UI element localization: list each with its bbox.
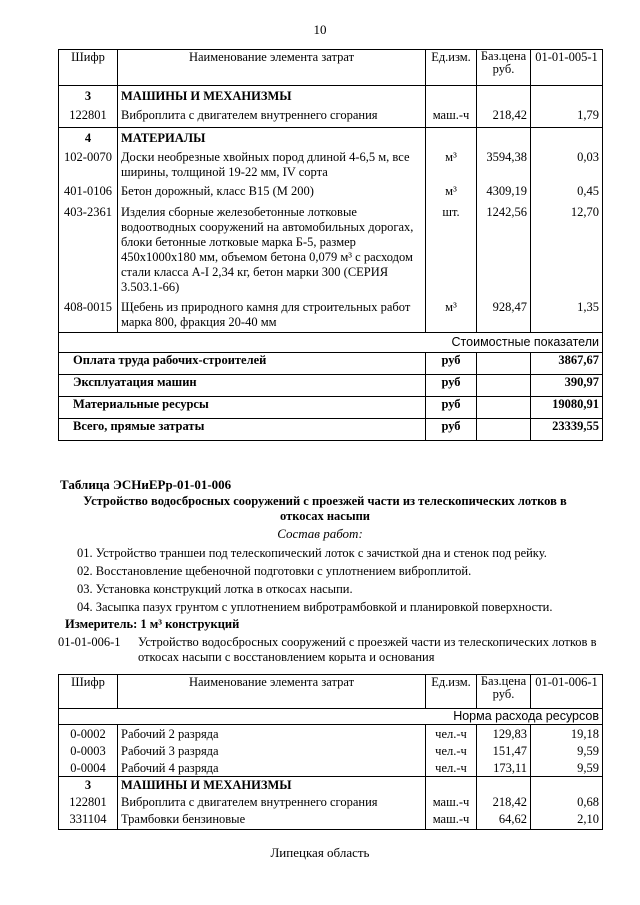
summary-unit: руб bbox=[426, 353, 477, 375]
header-name: Наименование элемента затрат bbox=[118, 675, 426, 709]
row-price: 1242,56 bbox=[477, 199, 531, 295]
row-unit: м³ bbox=[426, 180, 477, 199]
table-row bbox=[59, 295, 603, 333]
header-unit: Ед.изм. bbox=[426, 675, 477, 709]
section-number: 3 bbox=[59, 86, 118, 105]
summary-value: 3867,67 bbox=[531, 353, 603, 375]
row-code: 331104 bbox=[59, 810, 118, 830]
row-code: 0-0004 bbox=[59, 759, 118, 777]
table-row bbox=[59, 742, 603, 759]
table-row bbox=[59, 104, 603, 128]
row-price: 218,42 bbox=[477, 104, 531, 128]
row-code: 0-0002 bbox=[59, 725, 118, 743]
row-unit: чел.-ч bbox=[426, 759, 477, 777]
row-unit: м³ bbox=[426, 295, 477, 333]
row-name: Трамбовки бензиновые bbox=[118, 810, 426, 830]
row-value: 0,45 bbox=[531, 180, 603, 199]
row-value: 1,79 bbox=[531, 104, 603, 128]
row-unit: чел.-ч bbox=[426, 742, 477, 759]
section-row bbox=[59, 86, 603, 105]
norm-code: 01-01-006-1 bbox=[58, 635, 121, 649]
row-name: Виброплита с двигателем внутреннего сгорания bbox=[118, 793, 426, 810]
row-value: 0,03 bbox=[531, 146, 603, 180]
row-price: 151,47 bbox=[477, 742, 531, 759]
summary-row bbox=[59, 419, 603, 441]
row-code: 0-0003 bbox=[59, 742, 118, 759]
row-price: 64,62 bbox=[477, 810, 531, 830]
summary-value: 19080,91 bbox=[531, 397, 603, 419]
table-row bbox=[59, 810, 603, 830]
norm-code-text: Устройство водосбросных сооружений с проезжей части из телескопических лотков в откосах насыпи с восстановлением корыта и основания bbox=[138, 635, 597, 664]
section-row bbox=[59, 128, 603, 147]
work-item: 03. Установка конструкций лотка в откосах насыпи. bbox=[77, 582, 353, 596]
table-title: Таблица ЭСНиЕРр-01-01-006 bbox=[60, 477, 232, 492]
row-code: 122801 bbox=[59, 793, 118, 810]
row-unit: шт. bbox=[426, 199, 477, 295]
row-price: 218,42 bbox=[477, 793, 531, 810]
section-title: МАШИНЫ И МЕХАНИЗМЫ bbox=[118, 777, 426, 794]
row-code: 408-0015 bbox=[59, 295, 118, 333]
resource-table-2 bbox=[58, 674, 603, 830]
row-value: 19,18 bbox=[531, 725, 603, 743]
row-name: Рабочий 2 разряда bbox=[118, 725, 426, 743]
work-item: 02. Восстановление щебеночной подготовки с уплотнением виброплитой. bbox=[77, 564, 472, 578]
header-ref: 01-01-006-1 bbox=[531, 675, 603, 709]
row-value: 12,70 bbox=[531, 199, 603, 295]
summary-value: 390,97 bbox=[531, 375, 603, 397]
section-title: МАШИНЫ И МЕХАНИЗМЫ bbox=[118, 86, 426, 105]
summary-unit: руб bbox=[426, 375, 477, 397]
work-composition-label: Состав работ: bbox=[277, 526, 363, 541]
row-name: Рабочий 4 разряда bbox=[118, 759, 426, 777]
header-code: Шифр bbox=[59, 50, 118, 86]
header-price: Баз.цена руб. bbox=[477, 675, 531, 709]
footer-region: Липецкая область bbox=[270, 845, 370, 860]
cost-label: Стоимостные показатели bbox=[59, 333, 603, 353]
section-title: МАТЕРИАЛЫ bbox=[118, 128, 426, 147]
row-unit: м³ bbox=[426, 146, 477, 180]
row-unit: маш.-ч bbox=[426, 104, 477, 128]
summary-unit: руб bbox=[426, 397, 477, 419]
header-code: Шифр bbox=[59, 675, 118, 709]
summary-row bbox=[59, 375, 603, 397]
norm-label-row bbox=[59, 709, 603, 725]
row-code: 102-0070 bbox=[59, 146, 118, 180]
row-unit: маш.-ч bbox=[426, 793, 477, 810]
row-name: Виброплита с двигателем внутреннего сгорания bbox=[118, 104, 426, 128]
page-number: 10 bbox=[313, 22, 327, 37]
row-price: 928,47 bbox=[477, 295, 531, 333]
resource-table-1 bbox=[58, 49, 603, 441]
table-row bbox=[59, 725, 603, 743]
header-unit: Ед.изм. bbox=[426, 50, 477, 86]
work-item: 04. Засыпка пазух грунтом с уплотнением вибротрамбовкой и планировкой поверхности. bbox=[77, 600, 553, 614]
meter-label: Измеритель: 1 м³ конструкций bbox=[65, 617, 240, 631]
row-name: Рабочий 3 разряда bbox=[118, 742, 426, 759]
row-price: 173,11 bbox=[477, 759, 531, 777]
summary-label: Оплата труда рабочих-строителей bbox=[59, 353, 426, 375]
row-value: 1,35 bbox=[531, 295, 603, 333]
row-value: 9,59 bbox=[531, 742, 603, 759]
row-price: 129,83 bbox=[477, 725, 531, 743]
section-number: 3 bbox=[59, 777, 118, 794]
row-name: Доски необрезные хвойных пород длиной 4-6,5 м, все ширины, толщиной 19-22 мм, IV сорта bbox=[118, 146, 426, 180]
summary-row bbox=[59, 353, 603, 375]
row-code: 401-0106 bbox=[59, 180, 118, 199]
table-description: Устройство водосбросных сооружений с проезжей части из телескопических лотков в откосах насыпи bbox=[83, 494, 567, 523]
table-header bbox=[59, 675, 603, 709]
row-name: Бетон дорожный, класс В15 (М 200) bbox=[118, 180, 426, 199]
row-value: 9,59 bbox=[531, 759, 603, 777]
row-code: 403-2361 bbox=[59, 199, 118, 295]
cost-label-row bbox=[59, 333, 603, 353]
row-unit: маш.-ч bbox=[426, 810, 477, 830]
row-price: 3594,38 bbox=[477, 146, 531, 180]
row-name: Щебень из природного камня для строительных работ марка 800, фракция 20-40 мм bbox=[118, 295, 426, 333]
table-row bbox=[59, 199, 603, 295]
section-row bbox=[59, 777, 603, 794]
summary-label: Эксплуатация машин bbox=[59, 375, 426, 397]
norm-label: Норма расхода ресурсов bbox=[59, 709, 603, 725]
table-header bbox=[59, 50, 603, 86]
row-unit: чел.-ч bbox=[426, 725, 477, 743]
row-value: 0,68 bbox=[531, 793, 603, 810]
table-row bbox=[59, 180, 603, 199]
summary-label: Всего, прямые затраты bbox=[59, 419, 426, 441]
header-price: Баз.цена руб. bbox=[477, 50, 531, 86]
summary-label: Материальные ресурсы bbox=[59, 397, 426, 419]
header-name: Наименование элемента затрат bbox=[118, 50, 426, 86]
row-price: 4309,19 bbox=[477, 180, 531, 199]
row-value: 2,10 bbox=[531, 810, 603, 830]
header-ref: 01-01-005-1 bbox=[531, 50, 603, 86]
table-row bbox=[59, 759, 603, 777]
summary-unit: руб bbox=[426, 419, 477, 441]
row-name: Изделия сборные железобетонные лотковые водоотводных сооружений на автомобильных дорогах, блоки бетонные лотковые марка Б-5, размер 450x1000x180 мм, объемом бетона 0,079 м³ с расходом стали класса А-I 2,34 кг, бетон марки 300 (СЕРИЯ 3.503.1-66) bbox=[118, 199, 426, 295]
row-code: 122801 bbox=[59, 104, 118, 128]
section-number: 4 bbox=[59, 128, 118, 147]
table-row bbox=[59, 146, 603, 180]
summary-row bbox=[59, 397, 603, 419]
summary-value: 23339,55 bbox=[531, 419, 603, 441]
table-row bbox=[59, 793, 603, 810]
work-item: 01. Устройство траншеи под телескопический лоток с зачисткой дна и стенок под рейку. bbox=[77, 546, 547, 560]
